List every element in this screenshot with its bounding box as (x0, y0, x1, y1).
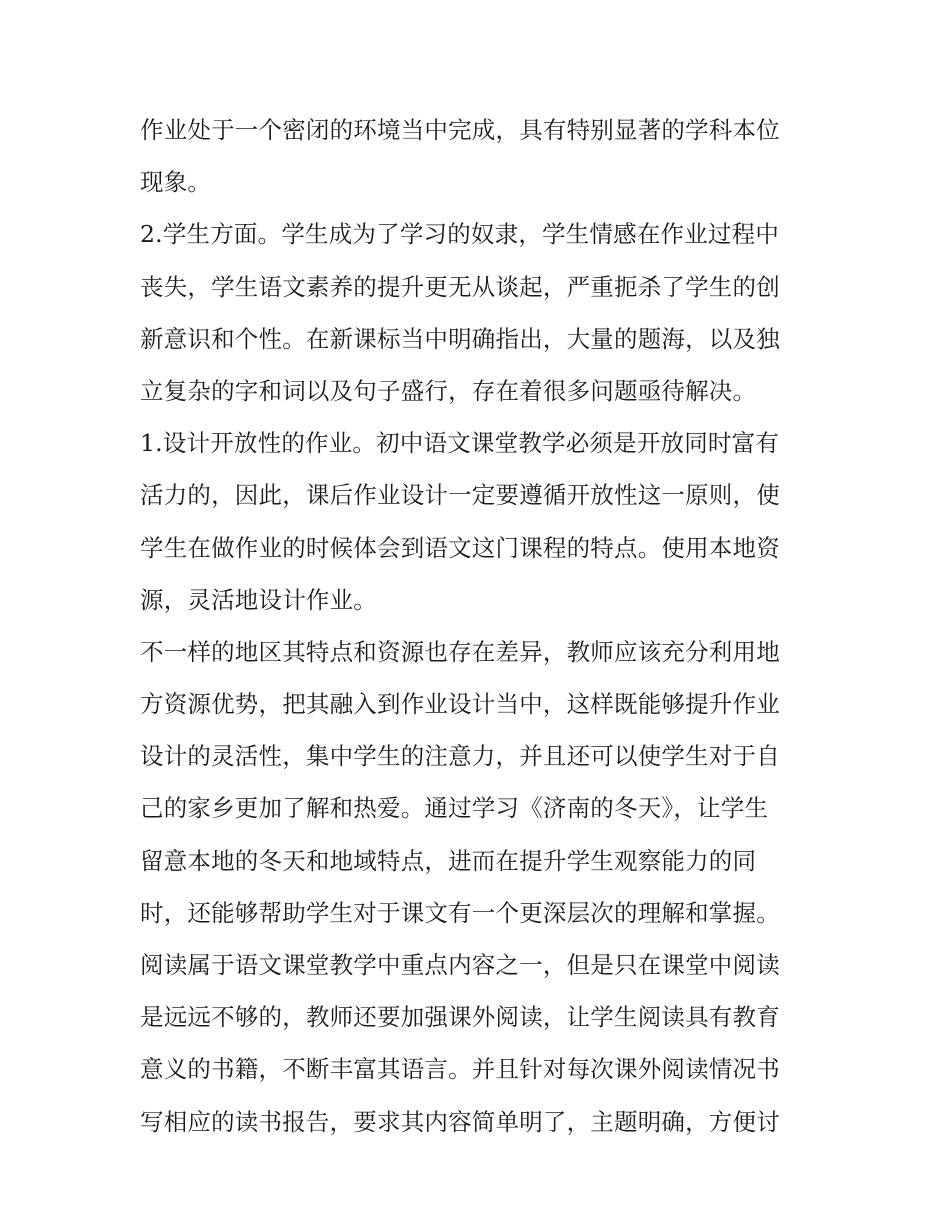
text-line-19: 意义的书籍，不断丰富其语言。并且针对每次课外阅读情况书 (140, 1055, 780, 1084)
text-line-2: 现象。 (140, 168, 212, 197)
text-line-20: 写相应的读书报告，要求其内容简单明了，主题明确，方便讨 (140, 1107, 780, 1136)
text-line-12: 方资源优势，把其融入到作业设计当中，这样既能够提升作业 (140, 690, 780, 719)
body-text (140, 107, 830, 1151)
text-line-17: 阅读属于语文课堂教学中重点内容之一，但是只在课堂中阅读 (140, 951, 780, 979)
text-line-5: 新意识和个性。在新课标当中明确指出，大量的题海，以及独 (140, 324, 780, 353)
text-line-10: 源，灵活地设计作业。 (140, 585, 377, 614)
text-line-3: 2.学生方面。学生成为了学习的奴隶，学生情感在作业过程中 (140, 220, 780, 249)
text-line-15: 留意本地的冬天和地域特点，进而在提升学生观察能力的同 (140, 846, 757, 875)
text-line-4: 丧失，学生语文素养的提升更无从谈起，严重扼杀了学生的创 (140, 272, 780, 301)
text-line-8: 活力的，因此，课后作业设计一定要遵循开放性这一原则，使 (140, 481, 780, 510)
text-line-1: 作业处于一个密闭的环境当中完成，具有特别显著的学科本位 (140, 116, 780, 144)
text-line-18: 是远远不够的，教师还要加强课外阅读，让学生阅读具有教育 (140, 1003, 780, 1032)
text-line-7: 1.设计开放性的作业。初中语文课堂教学必须是开放同时富有 (140, 429, 780, 458)
text-line-9: 学生在做作业的时候体会到语文这门课程的特点。使用本地资 (140, 533, 780, 562)
text-line-6: 立复杂的字和词以及句子盛行，存在着很多问题亟待解决。 (140, 376, 757, 405)
text-line-11: 不一样的地区其特点和资源也存在差异，教师应该充分利用地 (140, 637, 780, 666)
text-line-14: 己的家乡更加了解和热爱。通过学习《济南的冬天》，让学生 (140, 794, 769, 823)
text-line-16: 时，还能够帮助学生对于课文有一个更深层次的理解和掌握。 (140, 898, 780, 927)
text-line-13: 设计的灵活性，集中学生的注意力，并且还可以使学生对于自 (140, 742, 780, 771)
